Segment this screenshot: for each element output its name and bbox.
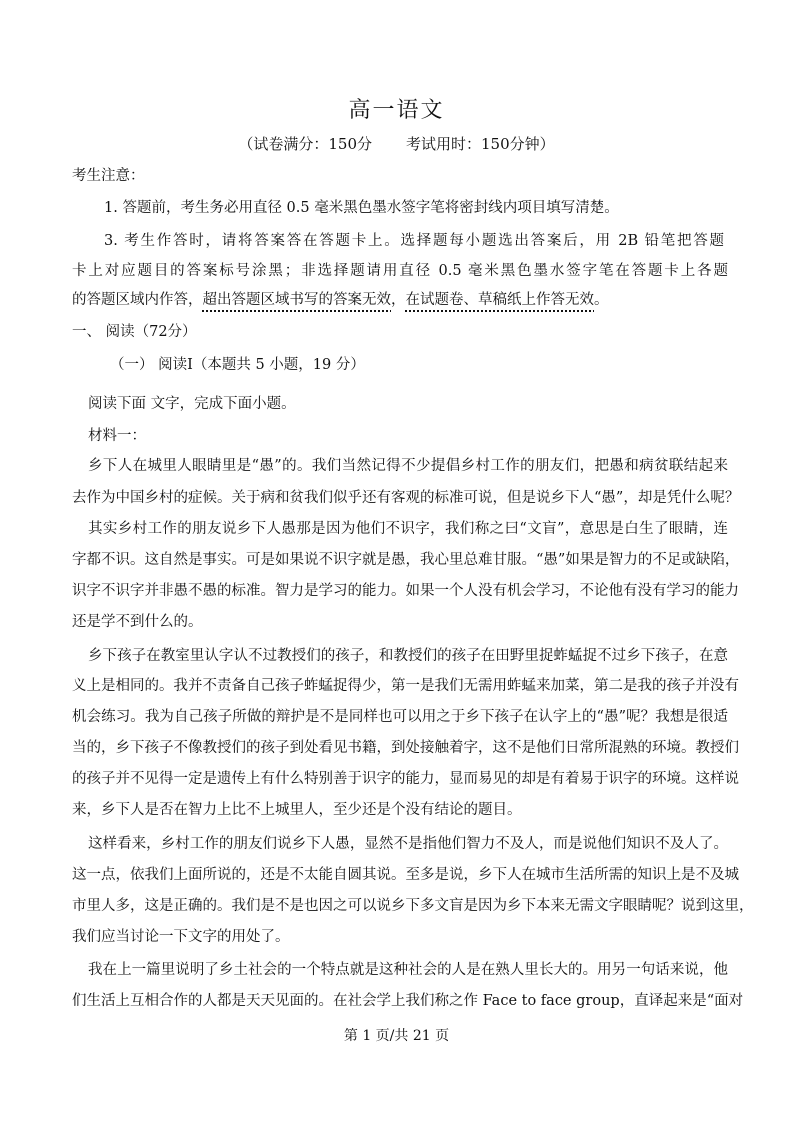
paragraph-line: 义上是相同的。我并不责备自己孩子蚱蜢捉得少，第一是我们无需用蚱蜢来加菜，第二是我的孩子并没有 <box>72 678 739 694</box>
emphasis-text-1: 超出答题区域书写的答案无效 <box>202 292 391 308</box>
notice-item-3-line-1: 3. 考生作答时，请将答案答在答题卡上。选择题每小题选出答案后，用 2B 铅笔把答题 <box>104 233 724 249</box>
exam-subtitle <box>0 133 793 154</box>
paragraph-line: 乡下孩子在教室里认字认不过教授们的孩子，和教授们的孩子在田野里捉蚱蜢捉不过乡下孩子，在意 <box>88 648 728 664</box>
paragraph-line: 市里人多，这是正确的。我们是不是也因之可以说乡下多文盲是因为乡下本来无需文字眼睛呢？说到这里， <box>72 898 754 914</box>
paragraph-line: 字都不识。这自然是事实。可是如果说不识字就是愚，我心里总难甘服。“愚”如果是智力的不足或缺陷， <box>72 552 740 568</box>
paragraph-line: 还是学不到什么的。 <box>72 614 203 630</box>
material-label: 材料一： <box>88 428 146 444</box>
paragraph-line: 我在上一篇里说明了乡土社会的一个特点就是这种社会的人是在熟人里长大的。用另一句话来说，他 <box>88 962 728 978</box>
subsection-heading: （一） 阅读Ⅰ（本题共 5 小题，19 分） <box>110 357 365 373</box>
paragraph-line: 机会练习。我为自己孩子所做的辩护是不是同样也可以用之于乡下孩子在认字上的“愚”呢？我想是很适 <box>72 709 728 725</box>
notice-heading: 考生注意： <box>72 168 145 184</box>
paragraph-line: 的孩子并不见得一定是遗传上有什么特别善于识字的能力，显而易见的却是有着易于识字的环境。这样说 <box>72 771 739 787</box>
paragraph-line: 这样看来，乡村工作的朋友们说乡下人愚，显然不是指他们智力不及人，而是说他们知识不及人了。 <box>88 836 728 852</box>
paragraph-line: 当的，乡下孩子不像教授们的孩子到处看见书籍，到处接触着字，这不是他们日常所混熟的环境。教授们 <box>72 740 739 756</box>
period: 。 <box>594 292 609 308</box>
time-info: 考试用时：150分钟） <box>406 135 555 153</box>
section-heading: 一、 阅读（72分） <box>72 324 197 340</box>
notice-item-3-line-2: 卡上对应题目的答案标号涂黑；非选择题请用直径 0.5 毫米黑色墨水签字笔在答题卡上各题 <box>72 263 728 279</box>
paragraph-line: 们生活上互相合作的人都是天天见面的。在社会学上我们称之作 Face to face group，直译起来是“面对 <box>72 993 744 1009</box>
comma: ， <box>391 292 406 308</box>
paragraph-line: 这一点，依我们上面所说的，还是不太能自圆其说。至多是说，乡下人在城市生活所需的知识上是不及城 <box>72 867 739 883</box>
score-info: （试卷满分：150分 <box>238 135 372 153</box>
paragraph-line: 去作为中国乡村的症候。关于病和贫我们似乎还有客观的标准可说，但是说乡下人“愚”，却是凭什么呢？ <box>72 490 740 506</box>
notice-item-1: 1. 答题前，考生务必用直径 0.5 毫米黑色墨水签字笔将密封线内项目填写清楚。 <box>104 200 619 216</box>
page-title: 高一语文 <box>348 98 445 123</box>
emphasis-text-2: 在试题卷、草稿纸上作答无效 <box>405 292 594 308</box>
page-footer: 第 1 页/共 21 页 <box>343 1028 450 1044</box>
reading-instruction: 阅读下面 文字，完成下面小题。 <box>88 396 296 412</box>
notice-item-3-line-3-start: 的答题区域内作答， <box>72 292 203 308</box>
paragraph-line: 识字不识字并非愚不愚的标准。智力是学习的能力。如果一个人没有机会学习，不论他有没有学习的能力 <box>72 583 739 599</box>
paragraph-line: 乡下人在城里人眼睛里是“愚”的。我们当然记得不少提倡乡村工作的朋友们，把愚和病贫联结起来 <box>88 458 728 474</box>
paragraph-line: 其实乡村工作的朋友说乡下人愚那是因为他们不识字，我们称之曰“文盲”，意思是白生了眼睛，连 <box>88 521 728 537</box>
paragraph-line: 我们应当讨论一下文字的用处了。 <box>72 929 290 945</box>
paragraph-line: 来，乡下人是否在智力上比不上城里人，至少还是个没有结论的题目。 <box>72 802 522 818</box>
notice-item-3-line-3 <box>72 290 728 310</box>
